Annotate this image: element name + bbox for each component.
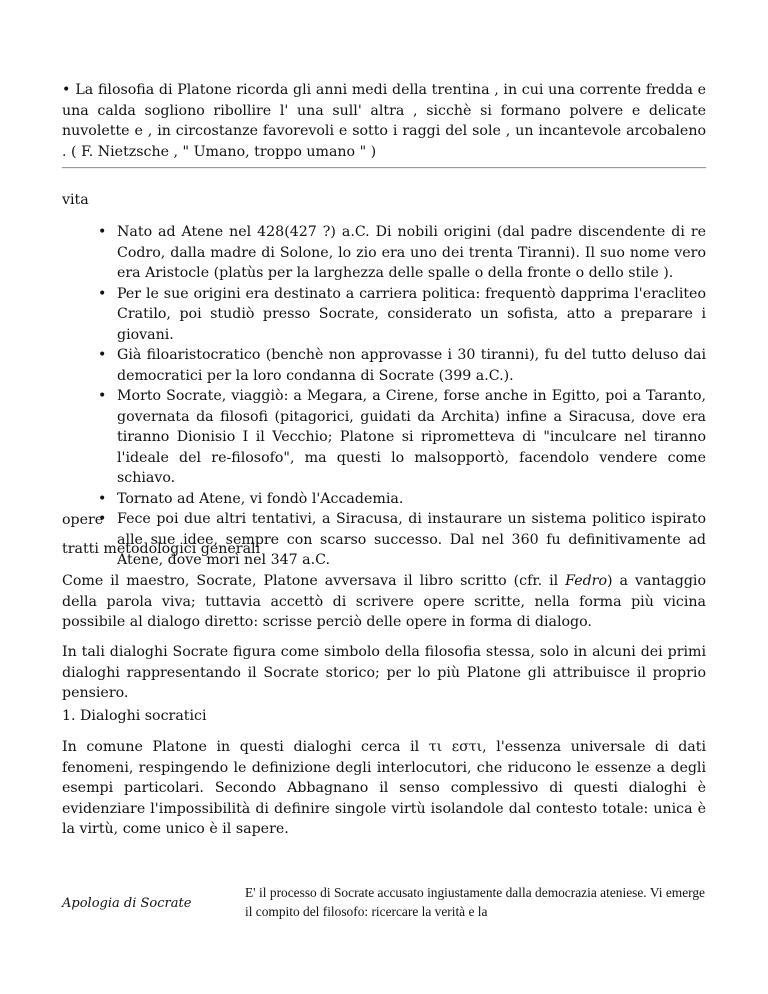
bullet-icon: • xyxy=(62,82,71,98)
list-item: • Tornato ad Atene, vi fondò l'Accademia. xyxy=(62,489,706,510)
apologia-text: E' il processo di Socrate accusato ingiustamente dalla democrazia ateniese. Vi emerge il compito del filosofo: ricercare la verità e la xyxy=(245,885,705,919)
quote-text: La filosofia di Platone ricorda gli anni medi della trentina , in cui una corrente fredda e una calda sogliono ribollire l' una sull' altra , sicchè si formano polvere e delicate nuvolette e , in circostanze favorevoli e sotto i raggi del sole , un incantevole arcobaleno . ( F. Nietzsche , " Umano, troppo umano " ) xyxy=(62,82,706,160)
paragraph-comune: In comune Platone in questi dialoghi cerca il τι εστι, l'essenza universale di dati fenomeni, respingendo le definizione degli interlocutori, che riducono le essenze a degli esempi particolari. Secondo Abbagnano il senso complessivo di questi dialoghi è evidenziare l'impossibilità di definire singole virtù isolandole dal contesto totale: unica è la virtù, come unico è il sapere. xyxy=(62,739,706,837)
paragraph-text: ) a vantaggio della parola viva; tuttavia accettò di scrivere opere scritte, nella forma più vicina possibile al dialogo diretto: scrisse perciò delle opere in forma di dialogo. xyxy=(62,573,706,630)
paragraph-text: Come il maestro, Socrate, Platone avversava il libro scritto (cfr. il xyxy=(62,573,566,589)
section-vita: vita xyxy=(62,192,89,208)
list-item: • Morto Socrate, viaggiò: a Megara, a Cirene, forse anche in Egitto, poi a Taranto, governata da filosofi (pitagorici, guidati da Archita) infine a Siracusa, dove era tiranno Dionisio I il Vecchio; Platone si riprometteva di "inculcare nel tiranno l'ideale del re-filosofo", ma questi lo malsopportò, facendolo vendere come schiavo. xyxy=(62,386,706,489)
section-opere: opere xyxy=(62,512,104,528)
list-item: • Fece poi due altri tentativi, a Siracusa, di instaurare un sistema politico ispirato alle sue idee, sempre con scarso successo. Dal nel 360 fu definitivamente ad Atene, dove morì nel 347 a.C. xyxy=(62,509,706,571)
list-item: • Già filoaristocratico (benchè non approvasse i 30 tiranni), fu del tutto deluso dai democratici per la loro condanna di Socrate (399 a.C.). xyxy=(62,345,706,386)
paragraph-maestro xyxy=(62,571,706,633)
section-tratti: tratti metodologici generali xyxy=(62,541,261,557)
paragraph-dialoghi: In tali dialoghi Socrate figura come simbolo della filosofia stessa, solo in alcuni dei primi dialoghi rappresentando il Socrate storico; per lo più Platone gli attribuisce il proprio pensiero. xyxy=(62,644,706,701)
nietzsche-quote xyxy=(62,80,706,162)
apologia-title: Apologia di Socrate xyxy=(62,896,192,911)
list-item: • Nato ad Atene nel 428(427 ?) a.C. Di nobili origini (dal padre discendente di re Codro, dalla madre di Solone, lo zio era uno dei trenta Tiranni). Il suo nome vero era Aristocle (platùs per la larghezza delle spalle o della fronte o dello stile ). xyxy=(62,222,706,284)
section-dialoghi-socratici: 1. Dialoghi socratici xyxy=(62,708,207,724)
vita-list xyxy=(62,222,706,571)
fedro-title: Fedro xyxy=(565,573,608,589)
list-item: • Per le sue origini era destinato a carriera politica: frequentò dapprima l'eracliteo Cratilo, poi studiò presso Socrate, considerato un sofista, atto a preparare i giovani. xyxy=(62,284,706,346)
horizontal-divider xyxy=(62,167,706,169)
